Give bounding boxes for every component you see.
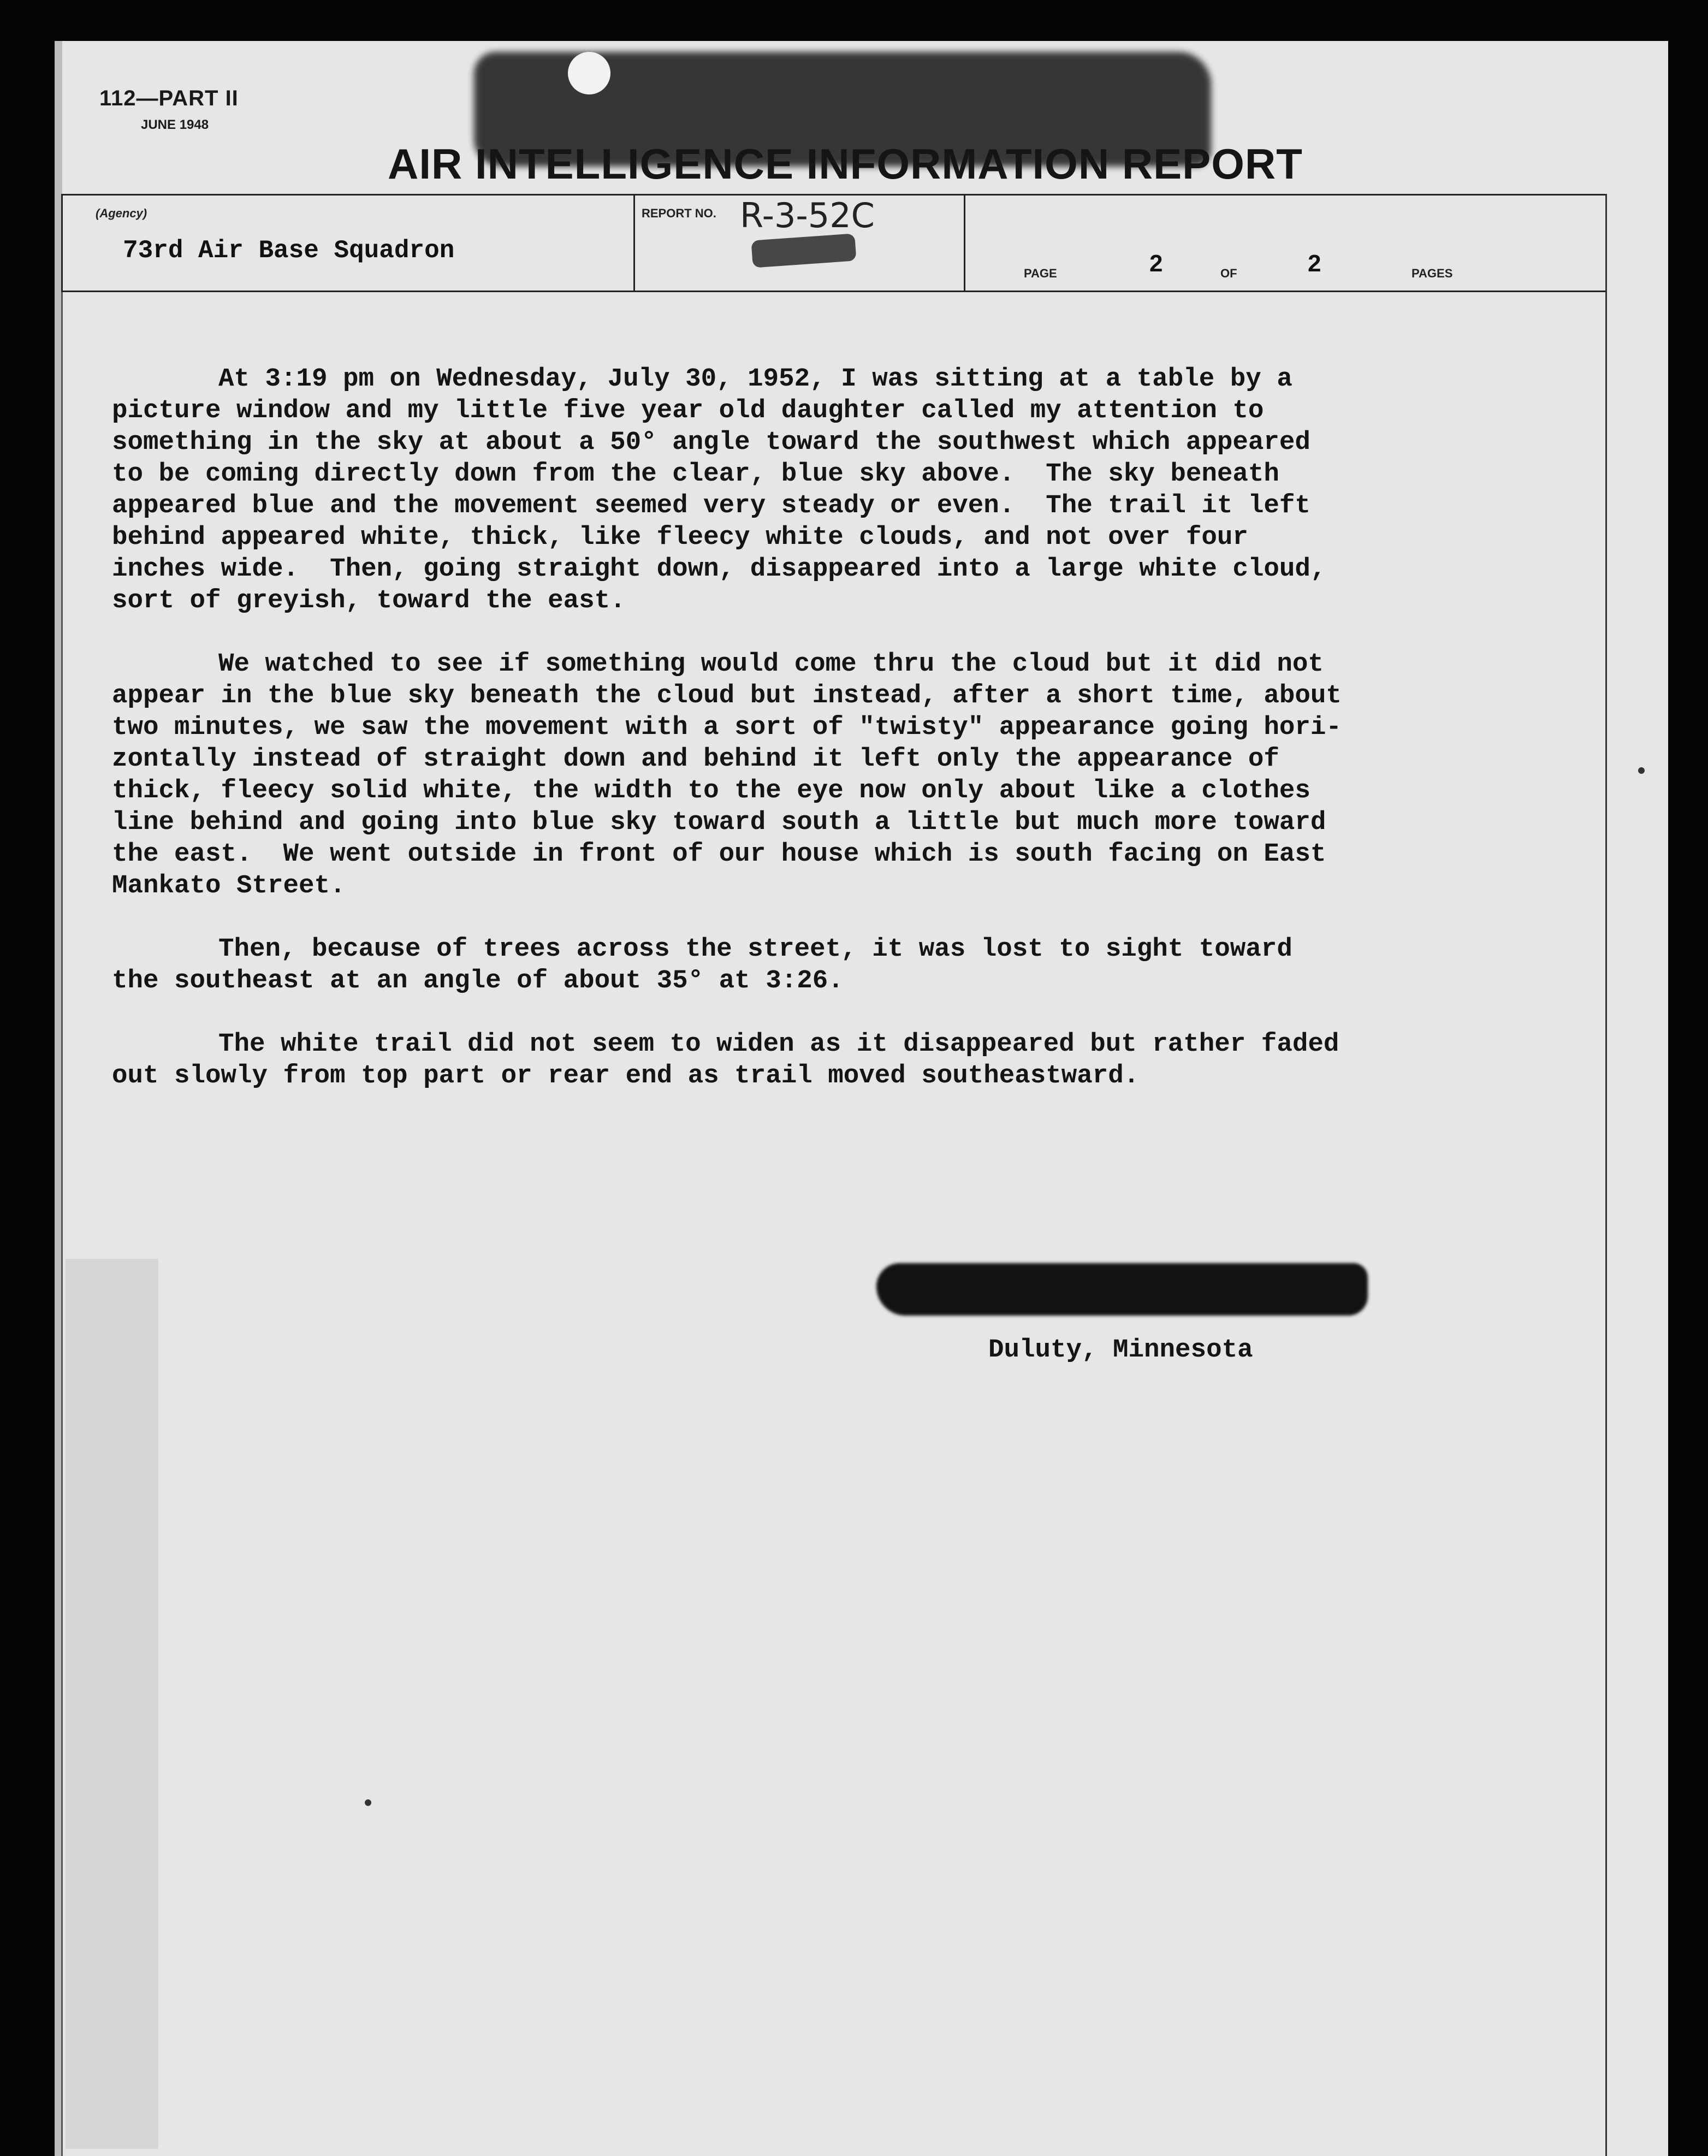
agency-value: 73rd Air Base Squadron xyxy=(123,236,455,265)
ink-speck xyxy=(1638,767,1645,774)
body-paragraph: At 3:19 pm on Wednesday, July 30, 1952, I was sitting at a table by a picture window and my little five year old daughter called my attention to something in the sky at about a 50° angle toward the southwest which appeared to be coming directly down from the clear, blue sky above. The sky beneath appeared blue and the movement seemed very steady or even. The trail it left behind appeared white, thick, like fleecy white clouds, and not over four inches wide. Then, going straight down, disappeared into a large white cloud, sort of greyish, toward the east. xyxy=(112,364,1326,615)
body-paragraph: Then, because of trees across the street, it was lost to sight toward the southeast at an angle of about 35° at 3:26. xyxy=(112,934,1292,996)
body-paragraph: The white trail did not seem to widen as it disappeared but rather faded out slowly from top part or rear end as trail moved southeastward. xyxy=(112,1029,1339,1091)
body-frame-right xyxy=(1605,194,1607,2156)
form-number: 112—PART II xyxy=(99,86,239,110)
header-divider xyxy=(964,196,965,291)
body-frame-left xyxy=(61,292,63,2156)
page-smudge xyxy=(66,1259,158,2149)
page-number: 2 xyxy=(1149,250,1163,277)
report-number-label: REPORT NO. xyxy=(642,206,716,220)
page-total: 2 xyxy=(1308,250,1321,277)
signature-location: Duluty, Minnesota xyxy=(988,1335,1253,1365)
pages-label: PAGES xyxy=(1412,266,1453,280)
page-label: PAGE xyxy=(1024,266,1057,280)
ink-speck xyxy=(365,1799,371,1806)
report-title: AIR INTELLIGENCE INFORMATION REPORT xyxy=(388,140,1303,188)
punch-hole xyxy=(568,52,610,94)
report-number-scribble xyxy=(751,233,856,268)
body-paragraph: We watched to see if something would come thru the cloud but it did not appear in the blue sky beneath the cloud but instead, after a short time, about two minutes, we saw the movement with a sort of "twisty" appearance going hori- zontally instead of straight down and behind it left only the appearance of thick, fleecy solid white, the width to the eye now only about like a clothes line behind and going into blue sky toward south a little but much more toward the east. We went outside in front of our house which is south facing on East Mankato Street. xyxy=(112,649,1342,901)
report-sheet xyxy=(55,41,1668,2156)
form-date: JUNE 1948 xyxy=(141,117,209,132)
agency-label: (Agency) xyxy=(96,206,147,220)
header-divider xyxy=(633,196,635,291)
redaction-block-signature xyxy=(876,1263,1368,1316)
report-body xyxy=(112,363,1466,1123)
report-number-value: R-3-52C xyxy=(740,196,875,235)
report-header-box xyxy=(61,194,1606,292)
of-label: OF xyxy=(1220,266,1237,280)
